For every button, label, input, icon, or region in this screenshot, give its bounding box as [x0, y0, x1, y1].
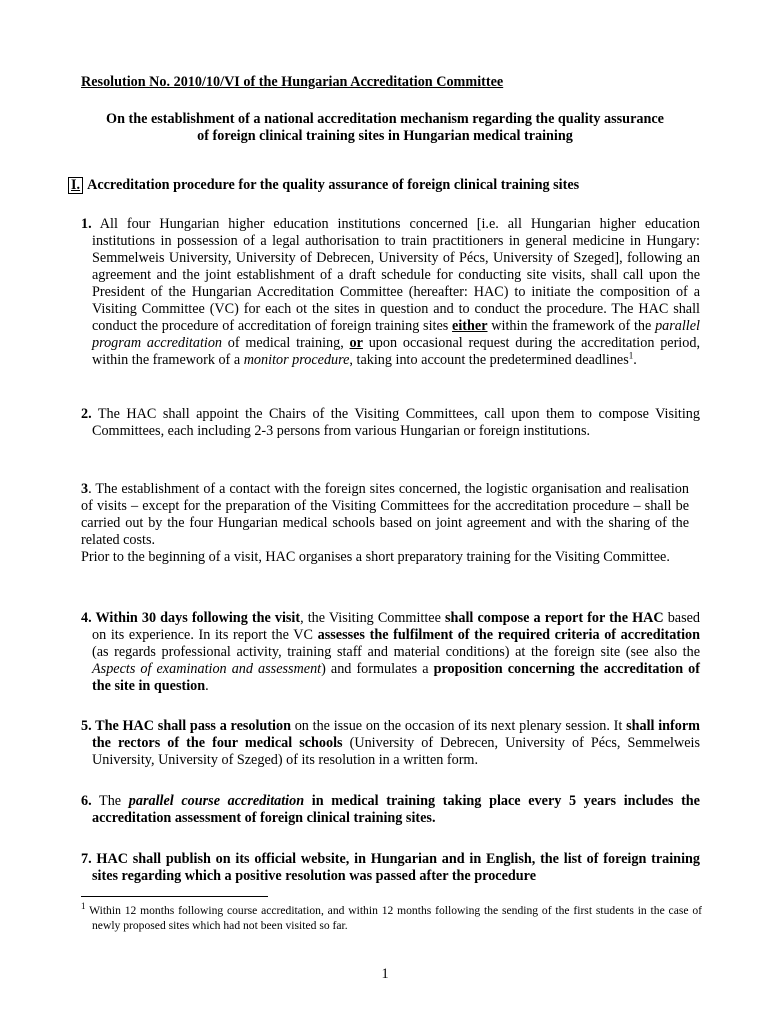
page-number: 1: [381, 966, 389, 982]
paragraph-5-bold-2: shall inform the rectors of the four medical schools: [92, 718, 700, 751]
paragraph-5-bold-1: 5. The HAC shall pass a resolution: [81, 718, 291, 734]
paragraph-5-text-1: on the issue on the occasion of its next plenary session. It: [290, 718, 627, 734]
paragraph-6: [81, 793, 700, 827]
paragraph-3-text-2: Prior to the beginning of a visit, HAC organises a short preparatory training for the Visiting Committee.: [81, 549, 670, 565]
footnote: [81, 903, 702, 933]
paragraph-4-text-2: based on its experience. In its report the VC: [92, 610, 700, 643]
footnote-reference[interactable]: 1: [628, 350, 634, 361]
paragraph-1-text-b: within the framework of the: [487, 318, 656, 334]
paragraph-2-text: The HAC shall appoint the Chairs of the Visiting Committees, call upon them to compose Visiting Committees, each including 2-3 persons from various Hungarian or foreign institutions.: [92, 406, 700, 439]
paragraph-4-bold-4: proposition concerning the accreditation of the site in question: [92, 661, 700, 694]
paragraph-1-text-e: , taking into account the predetermined deadlines: [349, 352, 629, 368]
paragraph-7-bold-1: 7. HAC shall publish on its official website, in Hungarian and in English, the list of foreign training sites regarding which a positive resolution was passed after the procedure: [81, 851, 700, 884]
paragraph-4: [81, 610, 700, 695]
paragraph-4-text-3: (as regards professional activity, training staff and material conditions) at the foreign site (see also the: [92, 644, 700, 660]
paragraph-1-text-f: .: [633, 352, 637, 368]
or-keyword: or: [349, 335, 363, 351]
paragraph-1-number: 1.: [81, 216, 92, 232]
paragraph-1: [81, 216, 700, 369]
paragraph-4-bold-3: assesses the fulfilment of the required criteria of accreditation: [317, 627, 700, 643]
paragraph-3-text: . The establishment of a contact with the foreign sites concerned, the logistic organisation and realisation of visits – except for the preparation of the Visiting Committees for the accreditation procedure – shall be carried out by the four Hungarian medical schools based on joint agreement and with the sharing of the related costs.: [81, 481, 689, 548]
paragraph-4-bold-1: 4. Within 30 days following the visit: [81, 610, 301, 626]
paragraph-6-text-1: The: [91, 793, 129, 809]
paragraph-1-text-c: of medical training,: [222, 335, 350, 351]
paragraph-1-text-d: upon occasional request during the accreditation period, within the framework of a: [92, 335, 700, 368]
paragraph-2: [81, 406, 700, 440]
either-keyword: either: [452, 318, 488, 334]
paragraph-6-number: 6.: [81, 793, 92, 809]
paragraph-4-text-1: , the Visiting Committee: [300, 610, 445, 626]
section-heading: [68, 177, 579, 194]
footnote-text: Within 12 months following course accreditation, and within 12 months following the sending of the first students in the case of newly proposed sites which had not been visited so far.: [89, 904, 702, 932]
document-subtitle: On the establishment of a national accreditation mechanism regarding the quality assurance of foreign clinical training sites in Hungarian medical training: [106, 111, 664, 144]
footnote-marker: 1: [81, 901, 86, 912]
paragraph-2-number: 2.: [81, 406, 92, 422]
paragraph-1-text-a: All four Hungarian higher education institutions concerned [i.e. all Hungarian higher education institutions in possession of a legal authorisation to train practitioners in general medicine in Hungary: Semmelweis University, University of Debrecen, University of Pécs, University of Szeged], following an agreement and the joint establishment of a draft schedule for conducting site visits, shall call upon the President of the Hungarian Accreditation Committee (hereafter: HAC) to initiate the composition of a Visiting Committee (VC) for each ot the sites in question and to conduct the procedure. The HAC shall conduct the procedure of accreditation of foreign training sites: [92, 216, 700, 334]
paragraph-7: [81, 851, 700, 885]
paragraph-4-bold-2: shall compose a report for the HAC: [444, 610, 664, 626]
section-title: Accreditation procedure for the quality assurance of foreign clinical training sites: [87, 177, 580, 193]
parallel-program-accreditation: parallel program accreditation: [92, 318, 700, 351]
paragraph-6-bold-2: in medical training taking place every 5 years includes the accreditation assessment of foreign clinical training sites.: [92, 793, 700, 826]
paragraph-5: [81, 718, 700, 769]
paragraph-4-text-5: .: [205, 678, 209, 694]
section-number: I.: [68, 177, 83, 194]
paragraph-4-text-4: ) and formulates a: [321, 661, 434, 677]
parallel-course-accreditation: parallel course accreditation: [128, 793, 305, 809]
aspects-of-examination: Aspects of examination and assessment: [92, 661, 322, 677]
footnote-divider: [81, 896, 268, 897]
paragraph-3-number: 3: [81, 481, 89, 497]
paragraph-5-text-2: (University of Debrecen, University of Pécs, Semmelweis University, University of Szeged) of its resolution in a written form.: [92, 735, 700, 768]
document-title: Resolution No. 2010/10/VI of the Hungarian Accreditation Committee: [81, 74, 504, 90]
paragraph-3: [81, 481, 689, 566]
monitor-procedure: monitor procedure: [243, 352, 350, 368]
